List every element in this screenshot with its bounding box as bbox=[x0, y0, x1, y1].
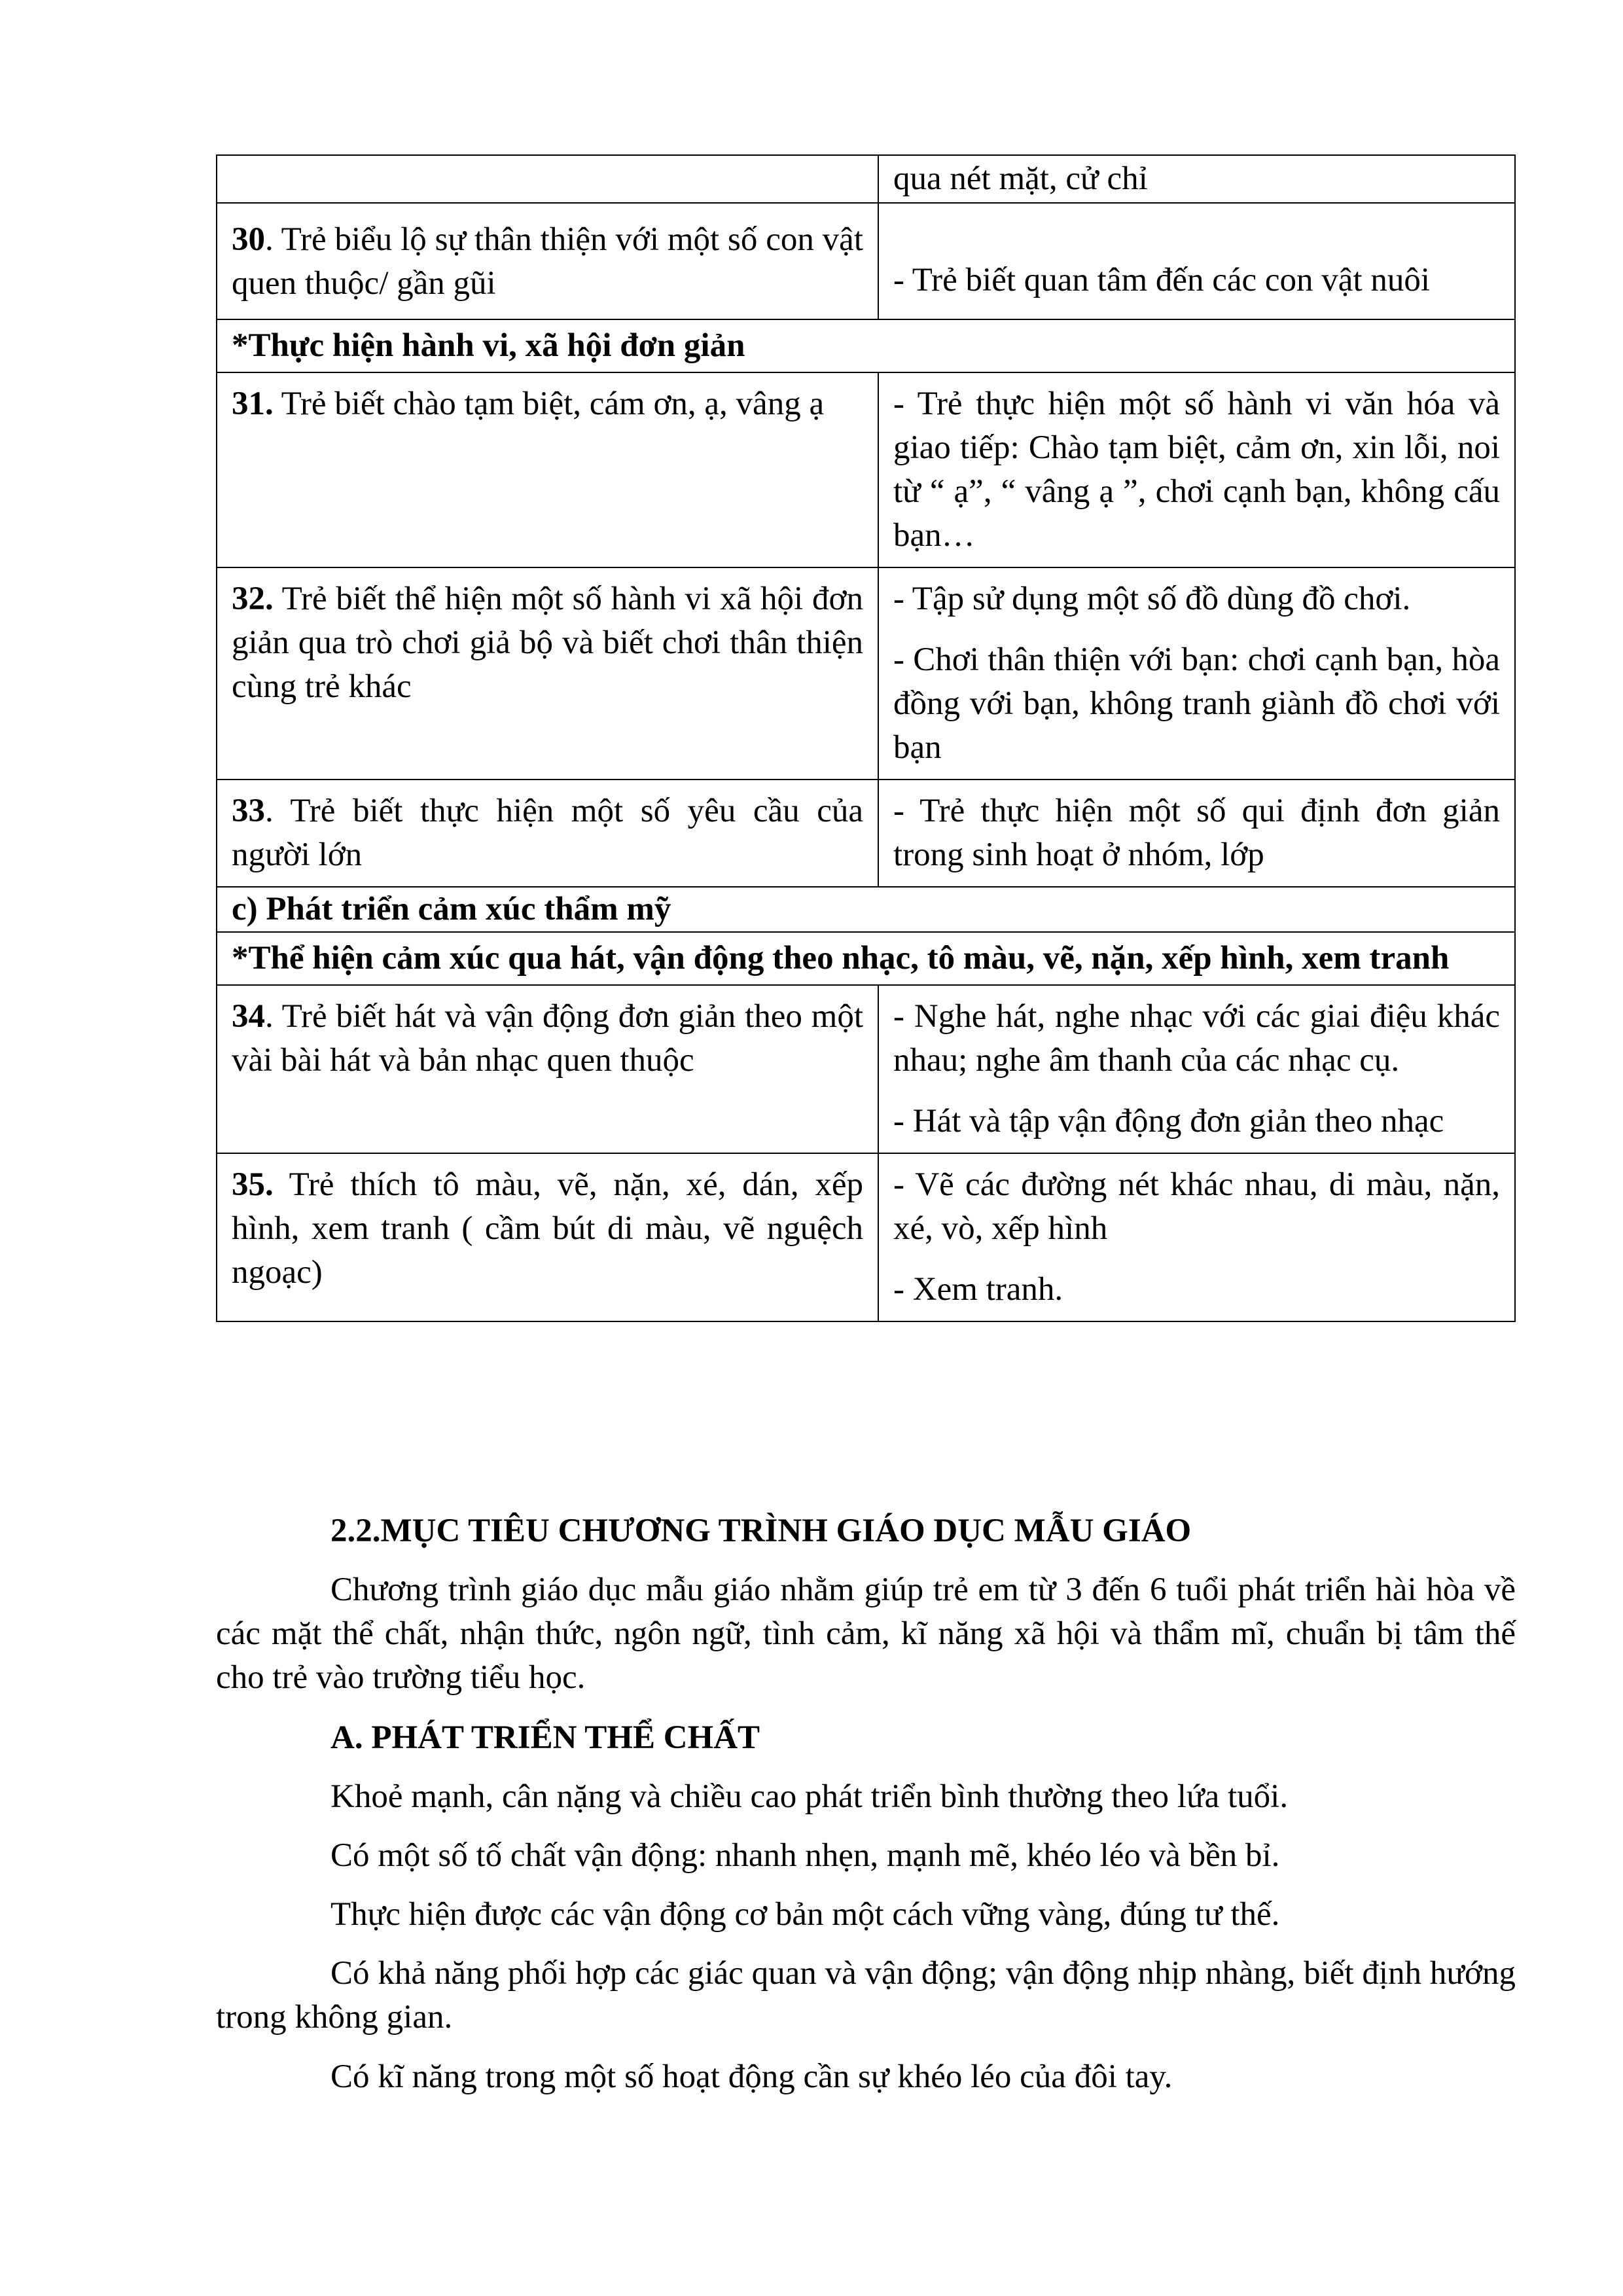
table-cell-left bbox=[217, 203, 878, 319]
body-paragraph: Khoẻ mạnh, cân nặng và chiều cao phát triển bình thường theo lứa tuổi. bbox=[330, 1778, 1289, 1815]
objective-number: 35. bbox=[232, 1166, 274, 1203]
table-row bbox=[217, 1153, 1515, 1321]
group-heading: *Thực hiện hành vi, xã hội đơn giản bbox=[217, 319, 1515, 372]
table-cell-left bbox=[217, 1153, 878, 1321]
table-row bbox=[217, 932, 1515, 985]
table-cell-right bbox=[878, 567, 1515, 780]
table-row bbox=[217, 319, 1515, 372]
body-paragraph: Có kĩ năng trong một số hoạt động cần sự khéo léo của đôi tay. bbox=[330, 2058, 1173, 2095]
cell-text: - Tập sử dụng một số đồ dùng đồ chơi. bbox=[893, 581, 1411, 617]
cell-text: - Trẻ thực hiện một số hành vi văn hóa và giao tiếp: Chào tạm biệt, cảm ơn, xin lỗi, noi từ “ ạ”, “ vâng ạ ”, chơi cạnh bạn, không cấu bạn… bbox=[893, 386, 1500, 554]
curriculum-table bbox=[216, 154, 1516, 1322]
body-paragraph: Có một số tố chất vận động: nhanh nhẹn, mạnh mẽ, khéo léo và bền bỉ. bbox=[330, 1837, 1280, 1874]
table-row bbox=[217, 567, 1515, 780]
objective-number: 30 bbox=[232, 221, 265, 258]
objective-text: 32. Trẻ biết thể hiện một số hành vi xã hội đơn giản qua trò chơi giả bộ và biết chơi thân thiện cùng trẻ khác bbox=[232, 581, 863, 705]
group-heading: c) Phát triển cảm xúc thẩm mỹ bbox=[217, 887, 1515, 932]
objective-text: 33. Trẻ biết thực hiện một số yêu cầu của người lớn bbox=[232, 793, 863, 873]
cell-text: - Trẻ biết quan tâm đến các con vật nuôi bbox=[893, 262, 1431, 298]
objective-number: 33 bbox=[232, 793, 265, 829]
table-row bbox=[217, 372, 1515, 567]
table-cell-right bbox=[878, 203, 1515, 319]
group-heading: *Thể hiện cảm xúc qua hát, vận động theo nhạc, tô màu, vẽ, nặn, xếp hình, xem tranh bbox=[217, 932, 1515, 985]
table-cell-left bbox=[217, 567, 878, 780]
table-row bbox=[217, 887, 1515, 932]
subsection-heading: A. PHÁT TRIỂN THỂ CHẤT bbox=[330, 1719, 760, 1756]
table-cell-right bbox=[878, 1153, 1515, 1321]
objective-text: 35. Trẻ thích tô màu, vẽ, nặn, xé, dán, xếp hình, xem tranh ( cầm bút di màu, vẽ nguệch ngoạc) bbox=[232, 1166, 863, 1291]
table-cell-right bbox=[878, 155, 1515, 203]
table-cell-right bbox=[878, 780, 1515, 887]
table-cell-left bbox=[217, 780, 878, 887]
cell-text: - Chơi thân thiện với bạn: chơi cạnh bạn, hòa đồng với bạn, không tranh giành đồ chơi với bạn bbox=[893, 641, 1500, 766]
intro-paragraph: Chương trình giáo dục mẫu giáo nhằm giúp trẻ em từ 3 đến 6 tuổi phát triển hài hòa về các mặt thể chất, nhận thức, ngôn ngữ, tình cảm, kĩ năng xã hội và thẩm mĩ, chuẩn bị tâm thế cho trẻ vào trường tiểu học. bbox=[216, 1571, 1516, 1696]
section-heading: 2.2.MỤC TIÊU CHƯƠNG TRÌNH GIÁO DỤC MẪU GIÁO bbox=[330, 1513, 1192, 1549]
table-cell-empty bbox=[217, 155, 878, 203]
cell-text: - Trẻ thực hiện một số qui định đơn giản trong sinh hoạt ở nhóm, lớp bbox=[893, 793, 1500, 873]
table-row bbox=[217, 780, 1515, 887]
cell-text: - Vẽ các đường nét khác nhau, di màu, nặn, xé, vò, xếp hình bbox=[893, 1166, 1500, 1247]
table-cell-left bbox=[217, 985, 878, 1153]
objective-number: 31. bbox=[232, 386, 274, 422]
cell-text: - Xem tranh. bbox=[893, 1271, 1063, 1308]
objective-text: 34. Trẻ biết hát và vận động đơn giản theo một vài bài hát và bản nhạc quen thuộc bbox=[232, 998, 863, 1079]
table-cell-left bbox=[217, 372, 878, 567]
table-row bbox=[217, 985, 1515, 1153]
cell-text: qua nét mặt, cử chỉ bbox=[893, 160, 1148, 197]
objective-text: 31. Trẻ biết chào tạm biệt, cám ơn, ạ, vâng ạ bbox=[232, 386, 825, 422]
cell-text: - Hát và tập vận động đơn giản theo nhạc bbox=[893, 1103, 1444, 1139]
objective-text: 30. Trẻ biểu lộ sự thân thiện với một số con vật quen thuộc/ gần gũi bbox=[232, 221, 863, 302]
cell-text: - Nghe hát, nghe nhạc với các giai điệu khác nhau; nghe âm thanh của các nhạc cụ. bbox=[893, 998, 1500, 1079]
body-paragraph: Thực hiện được các vận động cơ bản một cách vững vàng, đúng tư thế. bbox=[330, 1896, 1280, 1933]
table-cell-right bbox=[878, 372, 1515, 567]
table-cell-right bbox=[878, 985, 1515, 1153]
objective-number: 34 bbox=[232, 998, 265, 1035]
body-paragraph: Có khả năng phối hợp các giác quan và vận động; vận động nhịp nhàng, biết định hướng trong không gian. bbox=[216, 1955, 1516, 2036]
objective-number: 32. bbox=[232, 581, 274, 617]
table-row bbox=[217, 203, 1515, 319]
table-row bbox=[217, 155, 1515, 203]
